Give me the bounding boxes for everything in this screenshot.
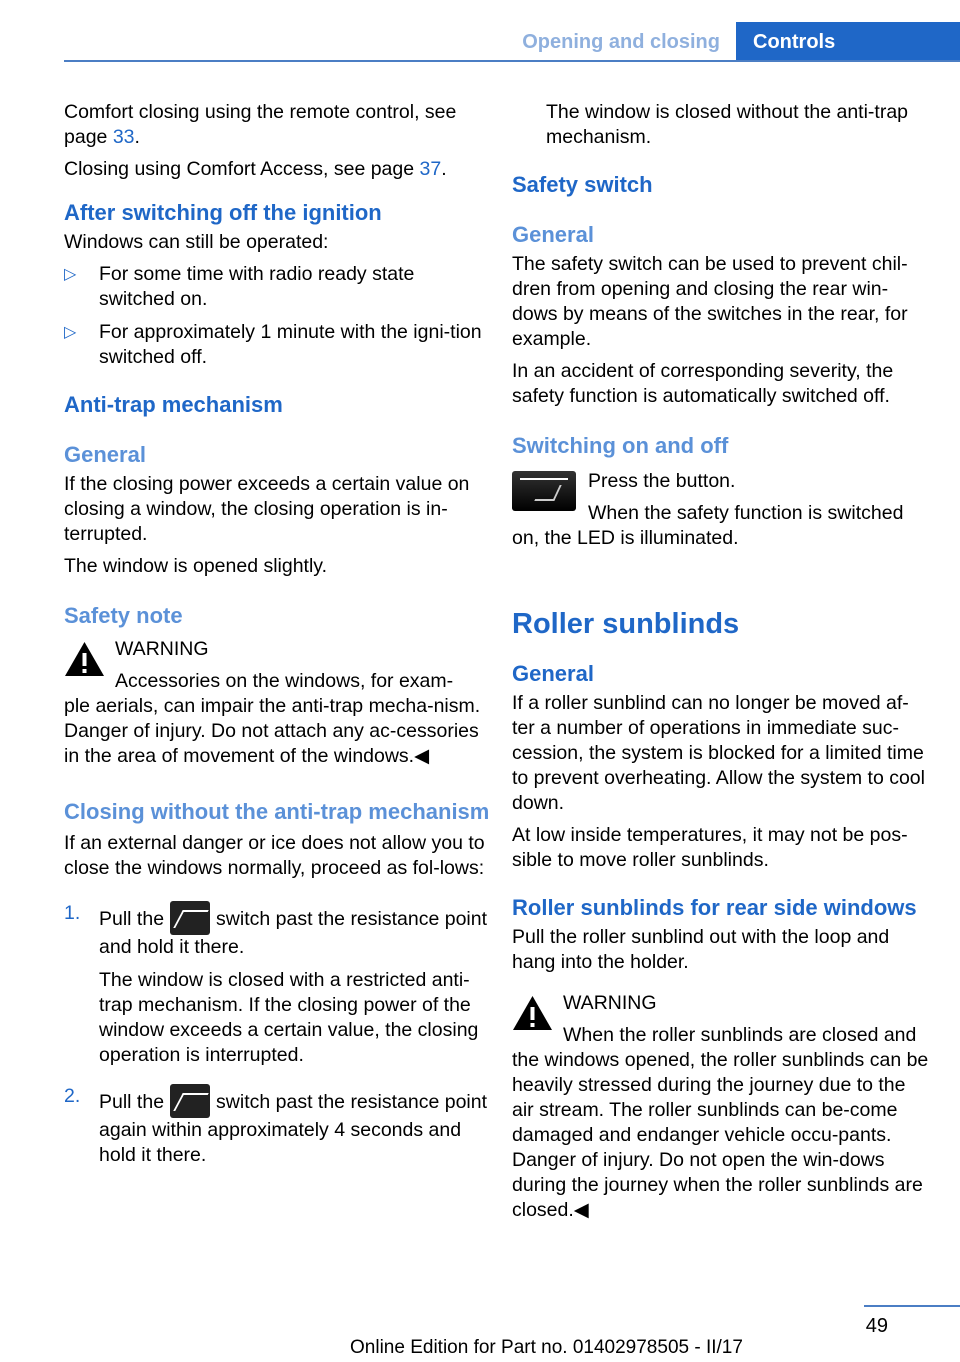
heading-roller-general: General: [512, 661, 594, 686]
footer-rule: [864, 1305, 960, 1307]
warning-text-rest: the windows opened, the roller sunblinds can be heavily stressed during the journey due to the air stream. The roller sunblinds can be‐come damaged and endanger vehicle occu‐pants. Danger of injury. Do not open the win‐dows during the journey when the roller sunblinds are closed.◀: [512, 1049, 929, 1221]
triangle-right-icon: ▷: [64, 324, 77, 341]
right-column: [512, 100, 930, 1223]
step-number: 1.: [64, 902, 81, 924]
step-detail: The window is closed with a restricted anti-trap mechanism. If the closing power of the window exceeds a certain value, the closing operation is interrupted.: [99, 969, 479, 1066]
comfort-closing-remote-paragraph: Comfort closing using the remote control, see page 33.: [64, 101, 457, 148]
warning-text-first-line: When the roller sunblinds are closed and: [563, 1024, 917, 1046]
heading-safety-switch: Safety switch: [512, 172, 653, 197]
safety-switch-accident-text: In an accident of corresponding severity, the safety function is automatically switched off.: [512, 360, 894, 407]
warning-label: WARNING: [563, 992, 657, 1014]
heading-general: General: [512, 222, 594, 247]
warning-triangle-icon: [64, 641, 105, 677]
header-rule: [64, 60, 960, 62]
step-number: 2.: [64, 1085, 81, 1107]
roller-blocked-text: If a roller sunblind can no longer be moved af‐ter a number of operations in immediate suc‐cession, the system is blocked for a limited time to prevent overheating. Allow the system to cool down.: [512, 692, 925, 814]
window-switch-icon: [170, 901, 210, 935]
warning-triangle-icon: [512, 995, 553, 1031]
page-link-33[interactable]: 33: [112, 126, 135, 148]
heading-roller-sunblinds: Roller sunblinds: [512, 608, 740, 640]
led-text-first-line: When the safety function is switched: [588, 502, 904, 524]
press-button-text: Press the button.: [588, 470, 736, 492]
ignition-intro: Windows can still be operated:: [64, 231, 329, 253]
window-switch-icon: [170, 1084, 210, 1118]
safety-switch-general-text: The safety switch can be used to prevent chil‐dren from opening and closing the rear win‐dows by means of the switches in the rear, for example.: [512, 253, 908, 350]
online-edition-note: Online Edition for Part no. 01402978505 - II/17: [350, 1337, 743, 1358]
safety-switch-icon: [512, 471, 576, 511]
anti-trap-general-text: If the closing power exceeds a certain value on closing a window, the closing operation is in‐terrupted.: [64, 473, 470, 545]
heading-switching: Switching on and off: [512, 433, 729, 458]
warning-block: [512, 991, 930, 1223]
list-item: ▷ For some time with radio ready state switched on.: [64, 263, 415, 310]
heading-anti-trap: Anti-trap mechanism: [64, 392, 283, 417]
step-continuation-text: The window is closed without the anti-trap mechanism.: [546, 101, 909, 148]
warning-text-first-line: Accessories on the windows, for exam‐: [115, 670, 454, 692]
warning-block: [64, 637, 494, 769]
anti-trap-opened-text: The window is opened slightly.: [64, 555, 328, 577]
roller-temperature-text: At low inside temperatures, it may not be pos‐sible to move roller sunblinds.: [512, 824, 908, 871]
page-link-37[interactable]: 37: [419, 158, 442, 180]
page-number: 49: [865, 1315, 888, 1337]
triangle-right-icon: ▷: [64, 266, 77, 283]
ignition-list: [64, 262, 494, 370]
warning-label: WARNING: [115, 638, 209, 660]
comfort-access-paragraph: Closing using Comfort Access, see page 37.: [64, 158, 447, 180]
heading-closing-without: Closing without the anti-trap mechanism: [64, 799, 490, 824]
left-column: [64, 100, 494, 1168]
safety-switch-instructions: [512, 469, 930, 551]
header-chapter-tab: Controls: [736, 22, 960, 62]
header-section-title: Opening and closing: [522, 31, 720, 53]
heading-rear-side-windows: Roller sunblinds for rear side windows: [512, 895, 917, 920]
list-item: ▷ For approximately 1 minute with the igni‐tion switched off.: [64, 321, 482, 368]
list-item: 2. Pull the switch past the resistance point again within approximately 4 seconds and hold it there.: [64, 1085, 488, 1166]
warning-text-rest: ple aerials, can impair the anti-trap mecha‐nism. Danger of injury. Do not attach any ac‐cessories in the area of movement of the windows.◀: [64, 695, 481, 767]
heading-general: General: [64, 442, 146, 467]
led-text-rest: on, the LED is illuminated.: [512, 527, 739, 549]
heading-after-ignition: After switching off the ignition: [64, 200, 382, 225]
rear-side-text: Pull the roller sunblind out with the loop and hang into the holder.: [512, 926, 890, 973]
page-header: [0, 0, 960, 62]
closing-intro: If an external danger or ice does not allow you to close the windows normally, proceed as fol‐lows:: [64, 832, 485, 879]
closing-steps: [64, 901, 494, 1168]
heading-safety-note: Safety note: [64, 603, 183, 628]
list-item: 1. Pull the switch past the resistance point and hold it there. The window is closed with a restricted anti-trap mechanism. If the closing power of the window exceeds a certain value, the closing operation is interrupted.: [64, 901, 494, 1068]
